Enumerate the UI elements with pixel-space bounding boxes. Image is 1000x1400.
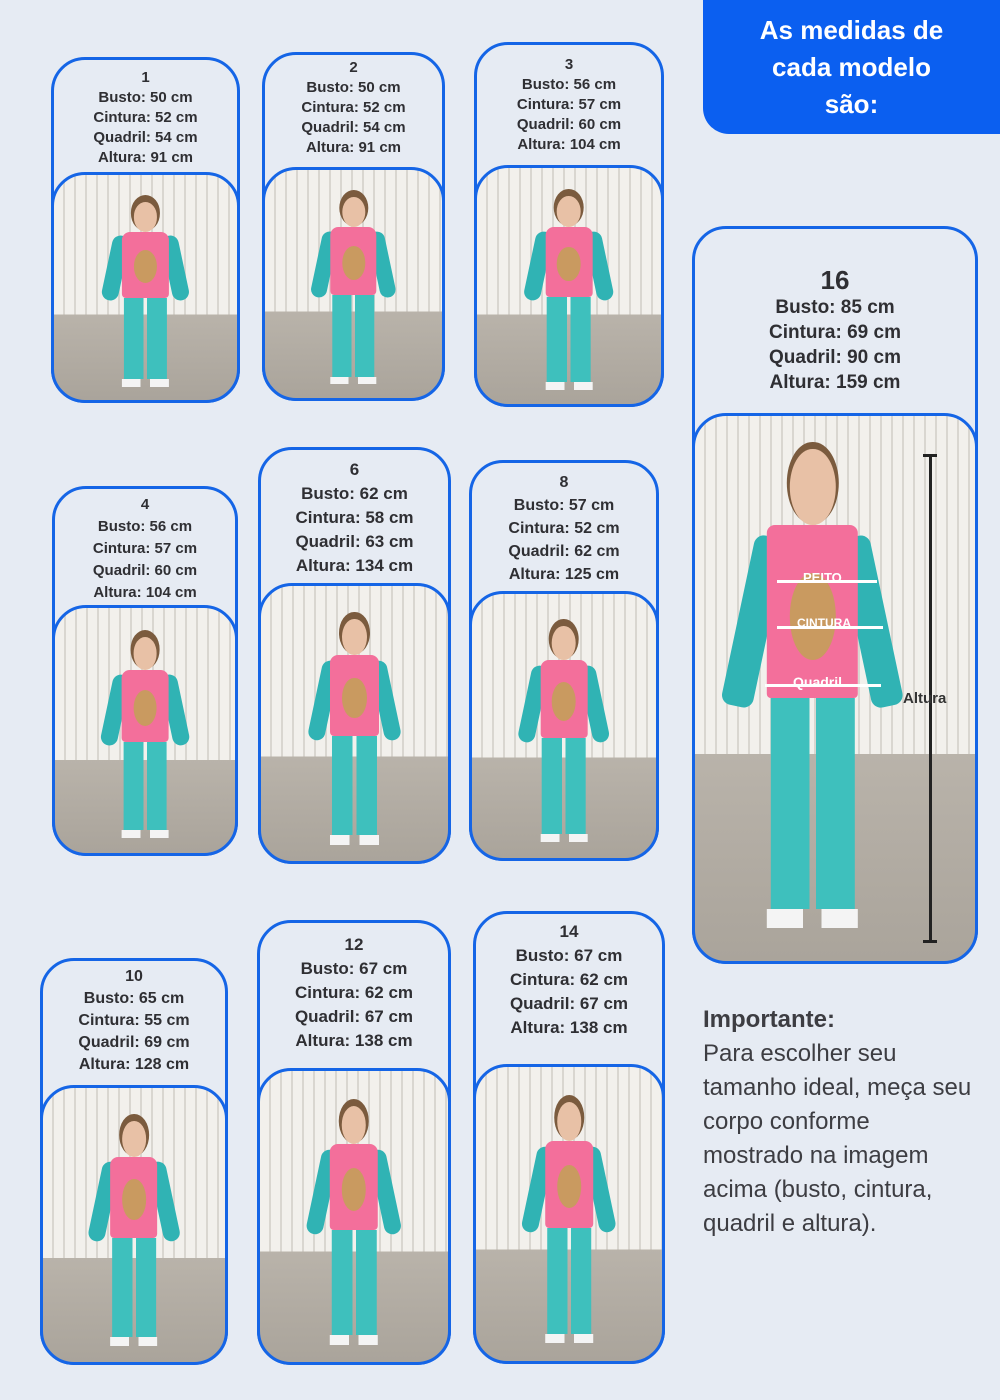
child-figure (313, 197, 394, 384)
quadril-value: Quadril: 90 cm (769, 347, 901, 368)
busto-value: Busto: 56 cm (521, 76, 617, 93)
size-info (54, 68, 237, 168)
size-info (43, 966, 225, 1076)
cintura-label: CINTURA (797, 616, 851, 630)
busto-value: Busto: 50 cm (306, 79, 401, 96)
peito-label: PEITO (803, 570, 842, 585)
altura-label: Altura (903, 690, 947, 707)
busto-value: Busto: 67 cm (515, 946, 623, 965)
size-number: 8 (559, 474, 569, 491)
model-photo (469, 591, 659, 861)
altura-value: Altura: 128 cm (78, 1056, 190, 1073)
size-info (472, 471, 656, 586)
size-number: 6 (349, 460, 360, 479)
child-figure (526, 1102, 612, 1343)
cintura-value: Cintura: 58 cm (295, 508, 414, 527)
model-photo (473, 1064, 665, 1364)
size-info (260, 933, 448, 1053)
quadril-value: Quadril: 54 cm (93, 129, 198, 146)
header-line-2: cada modelo (772, 52, 931, 82)
cintura-value: Cintura: 57 cm (92, 540, 198, 557)
size-card-6 (258, 447, 451, 864)
altura-value: Altura: 138 cm (295, 1031, 413, 1050)
cintura-value: Cintura: 62 cm (509, 970, 629, 989)
size-card-16 (692, 226, 978, 964)
altura-value: Altura: 138 cm (510, 1018, 628, 1037)
important-title: Importante: (703, 1006, 835, 1033)
size-number: 14 (559, 922, 579, 941)
altura-value: Altura: 91 cm (97, 149, 194, 166)
size-info (477, 55, 661, 155)
child-figure (103, 202, 187, 387)
child-figure (311, 1106, 397, 1345)
size-card-8 (469, 460, 659, 861)
child-figure (311, 619, 397, 845)
important-text: Para escolher seu tamanho ideal, meça seu corpo conforme mostrado na imagem acima (busto, cintura, quadril e altura). (703, 1040, 972, 1237)
busto-value: Busto: 85 cm (775, 297, 895, 318)
size-info (55, 494, 235, 604)
size-info (476, 920, 662, 1040)
busto-value: Busto: 67 cm (300, 959, 408, 978)
header-box (703, 0, 1000, 134)
model-photo (52, 605, 238, 856)
model-photo (40, 1085, 228, 1365)
busto-value: Busto: 65 cm (83, 990, 185, 1007)
size-number: 10 (125, 968, 143, 985)
quadril-value: Quadril: 67 cm (294, 1007, 414, 1026)
cintura-value: Cintura: 69 cm (769, 322, 901, 343)
model-photo (51, 172, 240, 403)
busto-value: Busto: 56 cm (97, 518, 193, 535)
model-photo (692, 413, 978, 964)
child-figure (104, 637, 187, 838)
size-card-1 (51, 57, 240, 403)
cintura-value: Cintura: 55 cm (78, 1012, 190, 1029)
size-number: 2 (349, 59, 358, 76)
cintura-value: Cintura: 57 cm (516, 96, 622, 113)
cintura-value: Cintura: 52 cm (93, 109, 198, 126)
cintura-value: Cintura: 52 cm (508, 520, 620, 537)
model-photo (262, 167, 445, 401)
size-number: 1 (141, 69, 150, 86)
quadril-value: Quadril: 67 cm (509, 994, 629, 1013)
important-note (703, 1003, 973, 1241)
child-figure (92, 1121, 176, 1346)
cintura-value: Cintura: 62 cm (294, 983, 414, 1002)
size-card-10 (40, 958, 228, 1365)
altura-value: Altura: 104 cm (93, 584, 197, 601)
size-card-14 (473, 911, 665, 1364)
busto-value: Busto: 57 cm (513, 497, 615, 514)
quadril-value: Quadril: 54 cm (301, 119, 406, 136)
altura-value: Altura: 134 cm (295, 556, 414, 575)
quadril-value: Quadril: 69 cm (78, 1034, 190, 1051)
altura-value: Altura: 159 cm (769, 372, 901, 393)
child-figure (527, 196, 612, 390)
altura-cap-bottom (923, 940, 937, 943)
size-info (265, 58, 442, 158)
quadril-label: Quadril (793, 674, 843, 690)
size-card-4 (52, 486, 238, 856)
size-card-2 (262, 52, 445, 401)
child-figure (522, 626, 607, 842)
size-info (695, 265, 975, 395)
altura-value: Altura: 104 cm (517, 136, 621, 153)
busto-value: Busto: 62 cm (301, 484, 408, 503)
size-number: 12 (344, 935, 364, 954)
busto-value: Busto: 50 cm (98, 89, 193, 106)
cintura-value: Cintura: 52 cm (301, 99, 406, 116)
size-card-3 (474, 42, 664, 407)
model-photo (257, 1068, 451, 1365)
model-photo (474, 165, 664, 407)
quadril-value: Quadril: 63 cm (295, 532, 414, 551)
size-number: 16 (820, 265, 850, 295)
quadril-value: Quadril: 60 cm (516, 116, 622, 133)
size-info (261, 458, 448, 578)
header-line-3: são: (824, 89, 879, 119)
altura-value: Altura: 91 cm (305, 139, 402, 156)
header-line-1: As medidas de (759, 15, 944, 45)
size-number: 3 (564, 56, 574, 73)
quadril-value: Quadril: 62 cm (508, 543, 620, 560)
altura-value: Altura: 125 cm (508, 566, 620, 583)
size-number: 4 (140, 496, 150, 513)
quadril-value: Quadril: 60 cm (92, 562, 198, 579)
model-photo (258, 583, 451, 864)
size-card-12 (257, 920, 451, 1365)
